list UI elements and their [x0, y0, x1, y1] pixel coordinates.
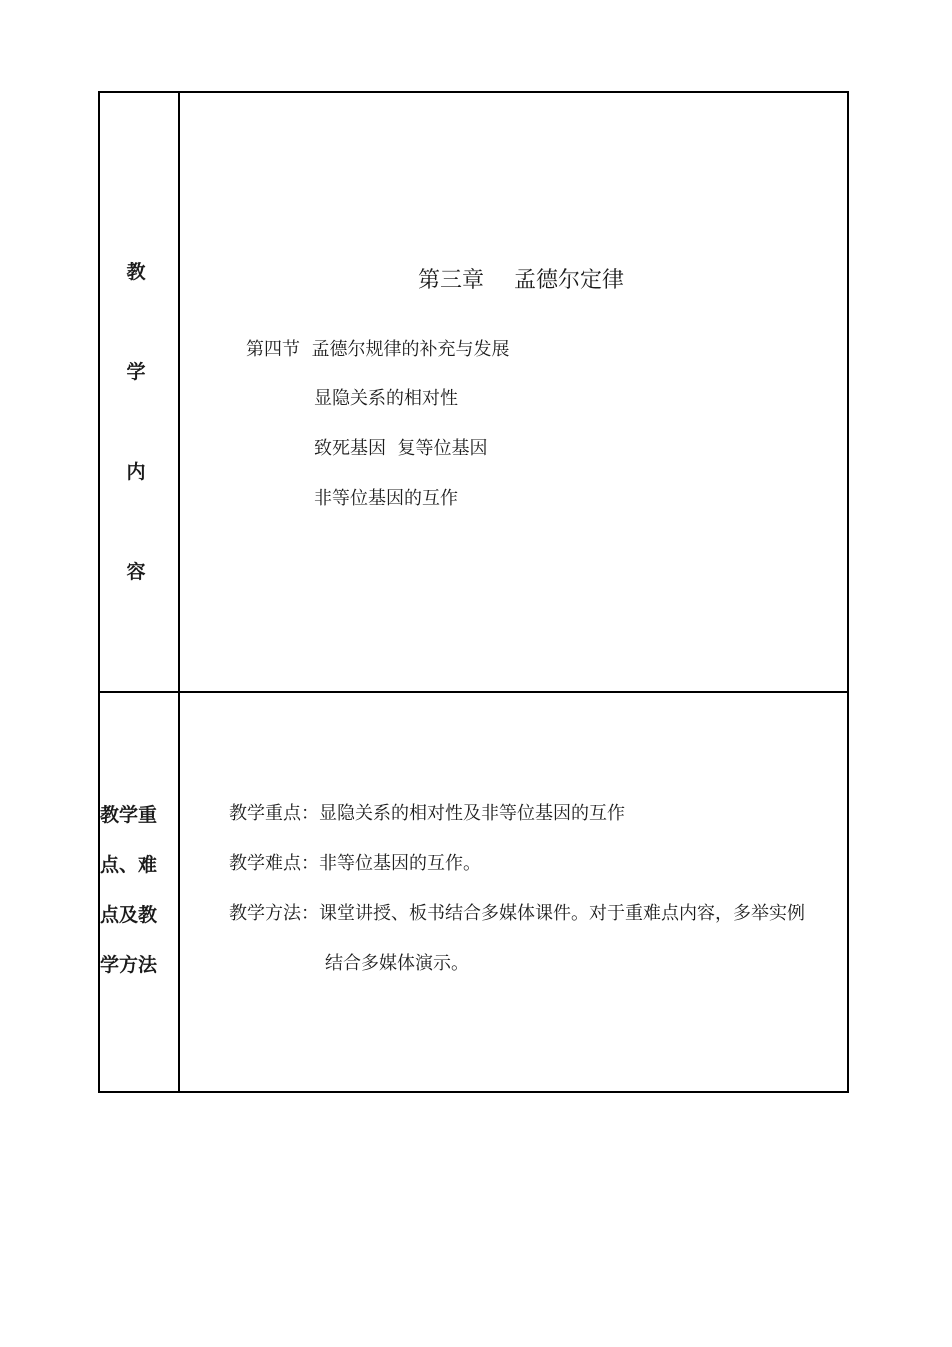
chapter-name: 孟德尔定律 [514, 268, 625, 293]
label-char: 学 [126, 361, 146, 383]
label-char: 容 [126, 561, 146, 583]
method-line [229, 899, 805, 925]
label-char: 内 [126, 461, 146, 483]
topic-item: 非等位基因的互作 [314, 488, 458, 509]
label-char: 教 [126, 261, 146, 283]
key-point-line [229, 799, 625, 825]
key-point-text: 显隐关系的相对性及非等位基因的互作 [319, 803, 625, 824]
method-label: 教学方法： [229, 903, 319, 924]
section-heading [246, 335, 509, 361]
key-points-label-cell [100, 693, 178, 1093]
chapter-number: 第三章 [418, 268, 485, 293]
difficult-point-text: 非等位基因的互作。 [319, 853, 481, 874]
method-continuation: 结合多媒体演示。 [325, 953, 469, 974]
topic-item: 致死基因 复等位基因 [314, 438, 488, 459]
difficult-point-label: 教学难点： [229, 853, 319, 874]
difficult-point-line [229, 849, 481, 875]
teaching-content-cell [180, 93, 849, 691]
teaching-content-label-cell [100, 93, 178, 691]
lesson-plan-table [98, 91, 849, 1093]
label-line: 点及教 [100, 904, 158, 926]
key-points-content-cell [180, 693, 849, 1093]
section-title: 孟德尔规律的补充与发展 [311, 339, 510, 360]
section-number: 第四节 [246, 339, 300, 360]
method-text: 课堂讲授、板书结合多媒体课件。对于重难点内容，多举实例 [319, 903, 805, 924]
label-line: 点、难 [100, 854, 158, 876]
label-line: 教学重 [100, 804, 158, 826]
chapter-title [418, 263, 624, 294]
key-point-label: 教学重点： [229, 803, 319, 824]
label-line: 学方法 [100, 954, 158, 976]
topic-item: 显隐关系的相对性 [314, 388, 458, 409]
